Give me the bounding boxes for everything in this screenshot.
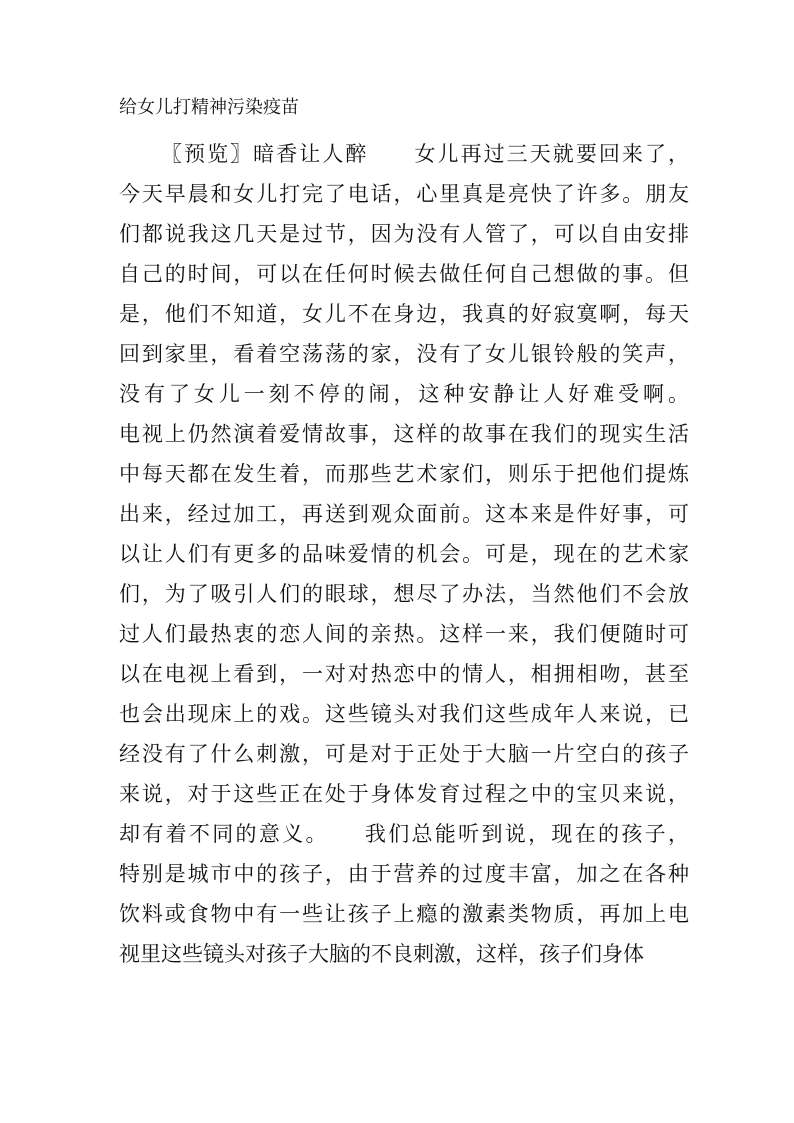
body-line: 却有着不同的意义。 我们总能听到说，现在的孩子， xyxy=(119,822,689,846)
body-line: 以在电视上看到，一对对热恋中的情人，相拥相吻，甚至 xyxy=(119,662,689,686)
body-line: 经没有了什么刺激，可是对于正处于大脑一片空白的孩子 xyxy=(119,742,689,766)
body-line: 以让人们有更多的品味爱情的机会。可是，现在的艺术家 xyxy=(119,542,689,566)
body-line: 是，他们不知道，女儿不在身边，我真的好寂寞啊，每天 xyxy=(119,302,689,326)
document-title: 给女儿打精神污染疫苗 xyxy=(119,97,299,118)
body-line: 视里这些镜头对孩子大脑的不良刺激，这样，孩子们身体 xyxy=(119,942,644,966)
body-line: 也会出现床上的戏。这些镜头对我们这些成年人来说，已 xyxy=(119,702,689,726)
body-line: 们都说我这几天是过节，因为没有人管了，可以自由安排 xyxy=(119,222,689,246)
body-line: 特别是城市中的孩子，由于营养的过度丰富，加之在各种 xyxy=(119,862,689,886)
body-line: 回到家里，看着空荡荡的家，没有了女儿银铃般的笑声， xyxy=(119,342,689,366)
body-line: 没有了女儿一刻不停的闹，这种安静让人好难受啊。 xyxy=(119,382,689,406)
body-line: 〖预览〗暗香让人醉 女儿再过三天就要回来了， xyxy=(161,142,689,166)
body-line: 出来，经过加工，再送到观众面前。这本来是件好事，可 xyxy=(119,502,689,526)
body-line: 们，为了吸引人们的眼球，想尽了办法，当然他们不会放 xyxy=(119,582,689,606)
document-body xyxy=(119,140,689,980)
body-line: 过人们最热衷的恋人间的亲热。这样一来，我们便随时可 xyxy=(119,622,689,646)
body-line: 今天早晨和女儿打完了电话，心里真是亮快了许多。朋友 xyxy=(119,182,689,206)
body-line: 中每天都在发生着，而那些艺术家们，则乐于把他们提炼 xyxy=(119,462,689,486)
body-line: 自己的时间，可以在任何时候去做任何自己想做的事。但 xyxy=(119,262,689,286)
body-line: 电视上仍然演着爱情故事，这样的故事在我们的现实生活 xyxy=(119,422,689,446)
body-line: 饮料或食物中有一些让孩子上瘾的激素类物质，再加上电 xyxy=(119,902,689,926)
body-line: 来说，对于这些正在处于身体发育过程之中的宝贝来说， xyxy=(119,782,689,806)
